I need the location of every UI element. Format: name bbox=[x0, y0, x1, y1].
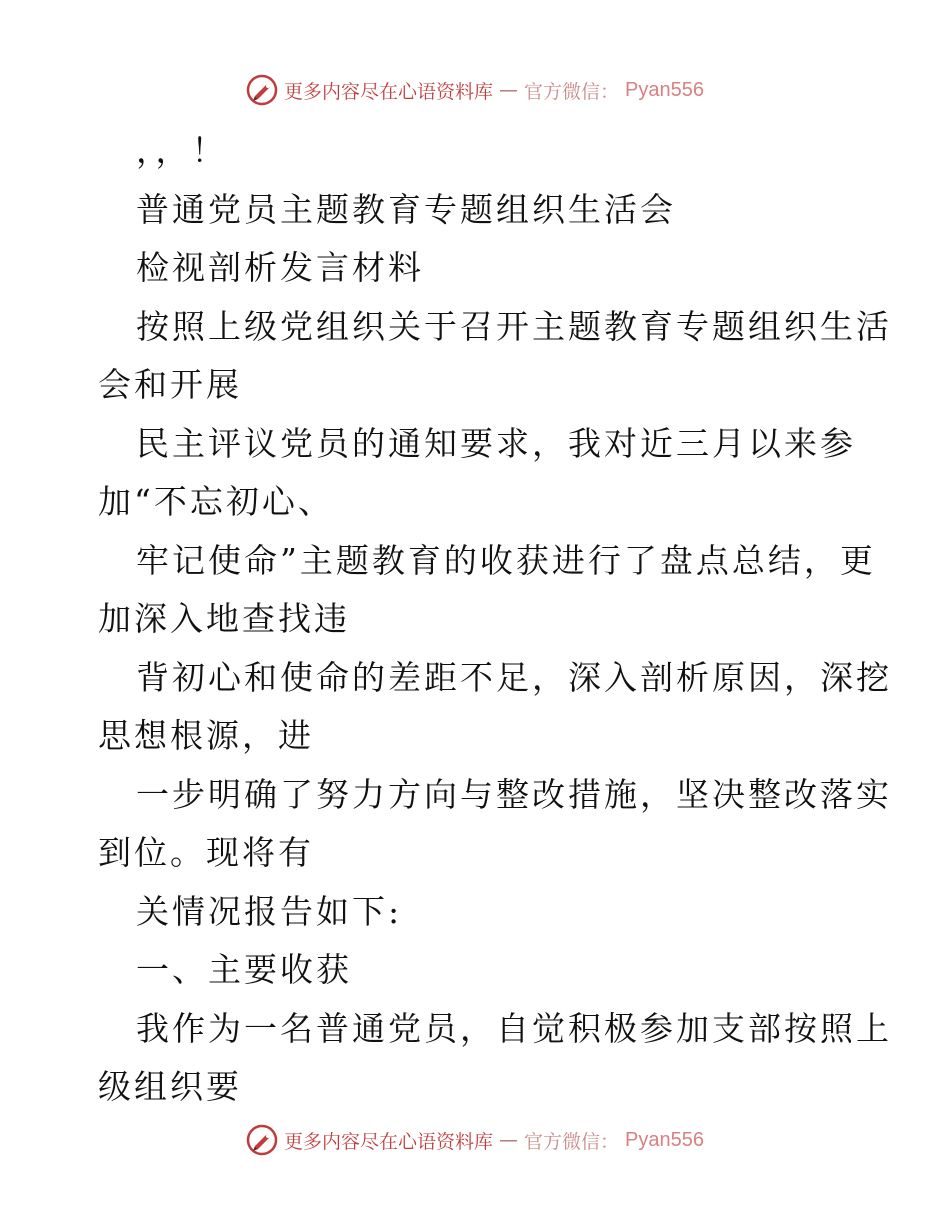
header-separator: — bbox=[499, 79, 519, 101]
footer-wechat-label: 官方微信： bbox=[524, 1130, 620, 1153]
document-line: 加深入地查找违 bbox=[98, 599, 350, 638]
footer-separator: — bbox=[499, 1129, 519, 1151]
header-site-text: 更多内容尽在心语资料库 bbox=[284, 80, 494, 103]
document-title-line-2: 检视剖析发言材料 bbox=[136, 248, 424, 287]
document-line: 加“不忘初心、 bbox=[98, 482, 334, 521]
document-line: 背初心和使命的差距不足，深入剖析原因，深挖 bbox=[136, 657, 892, 697]
footer-banner bbox=[0, 1120, 950, 1160]
section-heading: 一、主要收获 bbox=[136, 950, 352, 989]
document-line: ，，！ bbox=[136, 131, 228, 170]
document-line: 一步明确了努力方向与整改措施，坚决整改落实 bbox=[136, 774, 892, 814]
document-line: 到位。现将有 bbox=[98, 833, 314, 872]
pen-quill-logo-icon bbox=[246, 74, 278, 106]
footer-wechat-id: Pyan556 bbox=[625, 1128, 704, 1151]
document-line: 关情况报告如下: bbox=[136, 891, 403, 931]
header-wechat-id: Pyan556 bbox=[625, 78, 704, 101]
document-line: 会和开展 bbox=[98, 365, 242, 404]
pen-quill-logo-icon bbox=[246, 1124, 278, 1156]
header-banner bbox=[0, 70, 950, 110]
document-line: 牢记使命”主题教育的收获进行了盘点总结，更 bbox=[136, 540, 876, 580]
document-body bbox=[98, 122, 892, 1117]
header-wechat-label: 官方微信： bbox=[524, 80, 620, 103]
document-line: 思想根源，进 bbox=[98, 716, 314, 755]
footer-site-text: 更多内容尽在心语资料库 bbox=[284, 1130, 494, 1153]
document-line: 级组织要 bbox=[98, 1067, 242, 1106]
document-line: 我作为一名普通党员，自觉积极参加支部按照上 bbox=[136, 1008, 892, 1048]
document-title-line-1: 普通党员主题教育专题组织生活会 bbox=[136, 189, 676, 229]
document-line: 民主评议党员的通知要求，我对近三月以来参 bbox=[136, 423, 856, 463]
document-line: 按照上级党组织关于召开主题教育专题组织生活 bbox=[136, 306, 892, 346]
